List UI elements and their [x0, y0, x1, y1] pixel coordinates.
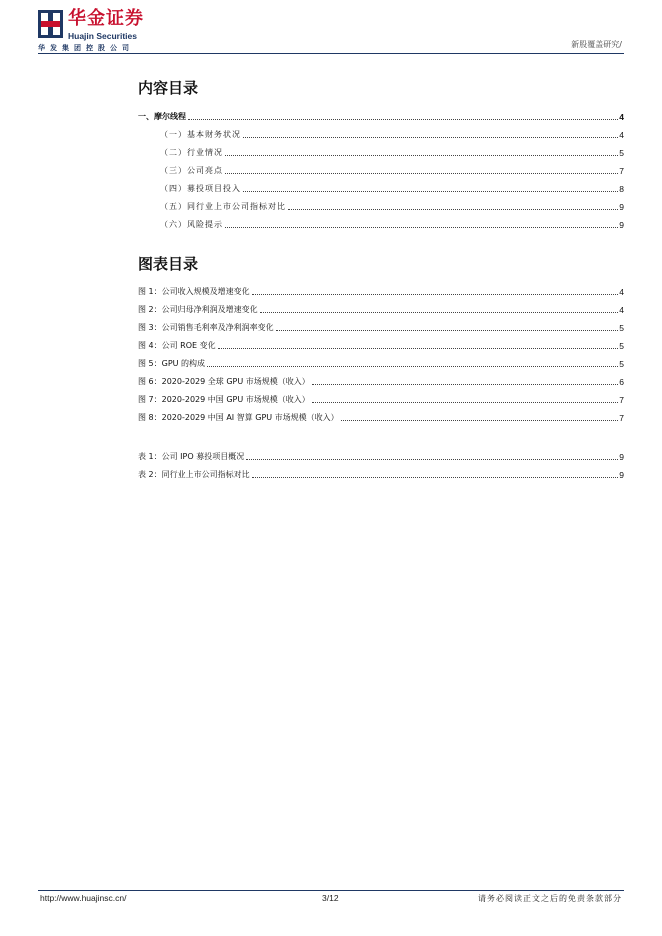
leader-dots [260, 312, 619, 313]
toc-entry[interactable] [138, 176, 624, 194]
leader-dots [243, 191, 618, 192]
figure-entry[interactable] [138, 279, 624, 297]
figure-entry-page: 6 [619, 377, 624, 387]
figure-entry-label: 图 3：公司销售毛利率及净利润率变化 [138, 323, 274, 332]
toc-entry-page: 8 [619, 184, 624, 194]
figure-entry-page: 5 [619, 359, 624, 369]
leader-dots [246, 459, 618, 460]
leader-dots [225, 227, 618, 228]
figure-entry-label: 图 6：2020-2029 全球 GPU 市场规模（收入） [138, 377, 310, 386]
leader-dots [288, 209, 618, 210]
figure-entry[interactable] [138, 387, 624, 405]
logo-chinese-name: 华金证券 [68, 8, 144, 29]
toc-entry[interactable] [138, 104, 624, 122]
leader-dots [207, 366, 618, 367]
tables-list [138, 444, 624, 480]
toc-entry[interactable] [138, 194, 624, 212]
toc-entry-page: 5 [619, 148, 624, 158]
toc-entry-label: （六）风险提示 [160, 220, 223, 229]
figure-entry-label: 图 2：公司归母净利润及增速变化 [138, 305, 258, 314]
figure-entry-label: 图 5：GPU 的构成 [138, 359, 206, 368]
toc-entry-page: 9 [619, 220, 624, 230]
toc-entry-page: 7 [619, 166, 624, 176]
footer-divider [38, 890, 624, 891]
figure-entry[interactable] [138, 351, 624, 369]
toc-entry-label: （四）募投项目投入 [160, 184, 241, 193]
table-entry-page: 9 [619, 452, 624, 462]
header-divider [38, 53, 624, 54]
toc-entry[interactable] [138, 158, 624, 176]
leader-dots [312, 402, 619, 403]
toc-entry-label: （三）公司亮点 [160, 166, 223, 175]
huajin-logo-icon [38, 10, 63, 38]
table-entry-page: 9 [619, 470, 624, 480]
figure-entry-label: 图 7：2020-2029 中国 GPU 市场规模（收入） [138, 395, 310, 404]
figure-entry-page: 7 [619, 413, 624, 423]
leader-dots [218, 348, 619, 349]
logo-subtitle: 华发集团控股公司 [38, 44, 134, 52]
figure-entry-page: 4 [619, 287, 624, 297]
footer-disclaimer: 请务必阅读正文之后的免责条款部分 [478, 894, 622, 903]
toc-entry[interactable] [138, 140, 624, 158]
figure-entry-page: 4 [619, 305, 624, 315]
leader-dots [225, 155, 618, 156]
logo-english-name: Huajin Securities [68, 31, 137, 41]
leader-dots [225, 173, 618, 174]
toc-entry[interactable] [138, 212, 624, 230]
toc-entry-page: 4 [619, 112, 624, 122]
table-entry-label: 表 2：同行业上市公司指标对比 [138, 470, 250, 479]
figure-entry[interactable] [138, 405, 624, 423]
table-entry[interactable] [138, 462, 624, 480]
leader-dots [252, 294, 619, 295]
contents-title: 内容目录 [138, 79, 199, 97]
leader-dots [312, 384, 619, 385]
figure-entry-page: 5 [619, 323, 624, 333]
contents-list [138, 104, 624, 230]
toc-entry-page: 9 [619, 202, 624, 212]
leader-dots [188, 119, 618, 120]
toc-entry-page: 4 [619, 130, 624, 140]
figures-title: 图表目录 [138, 255, 199, 273]
table-entry[interactable] [138, 444, 624, 462]
toc-entry-label: （二）行业情况 [160, 148, 223, 157]
toc-entry-label: （五）同行业上市公司指标对比 [160, 202, 286, 211]
figure-entry[interactable] [138, 297, 624, 315]
toc-entry[interactable] [138, 122, 624, 140]
figure-entry-label: 图 4：公司 ROE 变化 [138, 341, 216, 350]
table-entry-label: 表 1：公司 IPO 募投项目概况 [138, 452, 245, 461]
footer-url-link[interactable]: http://www.huajinsc.cn/ [40, 893, 127, 903]
company-logo [38, 8, 162, 54]
report-category: 新股覆盖研究/ [571, 40, 622, 49]
figures-list [138, 279, 624, 423]
figure-entry-page: 7 [619, 395, 624, 405]
figure-entry[interactable] [138, 369, 624, 387]
page-number: 3/12 [322, 893, 339, 903]
figure-entry[interactable] [138, 315, 624, 333]
figure-entry-label: 图 8：2020-2029 中国 AI 智算 GPU 市场规模（收入） [138, 413, 339, 422]
leader-dots [341, 420, 619, 421]
figure-entry-page: 5 [619, 341, 624, 351]
toc-entry-label: （一）基本财务状况 [160, 130, 241, 139]
leader-dots [252, 477, 619, 478]
figure-entry[interactable] [138, 333, 624, 351]
leader-dots [243, 137, 618, 138]
figure-entry-label: 图 1：公司收入规模及增速变化 [138, 287, 250, 296]
toc-entry-label: 一、摩尔线程 [138, 112, 186, 121]
leader-dots [276, 330, 619, 331]
